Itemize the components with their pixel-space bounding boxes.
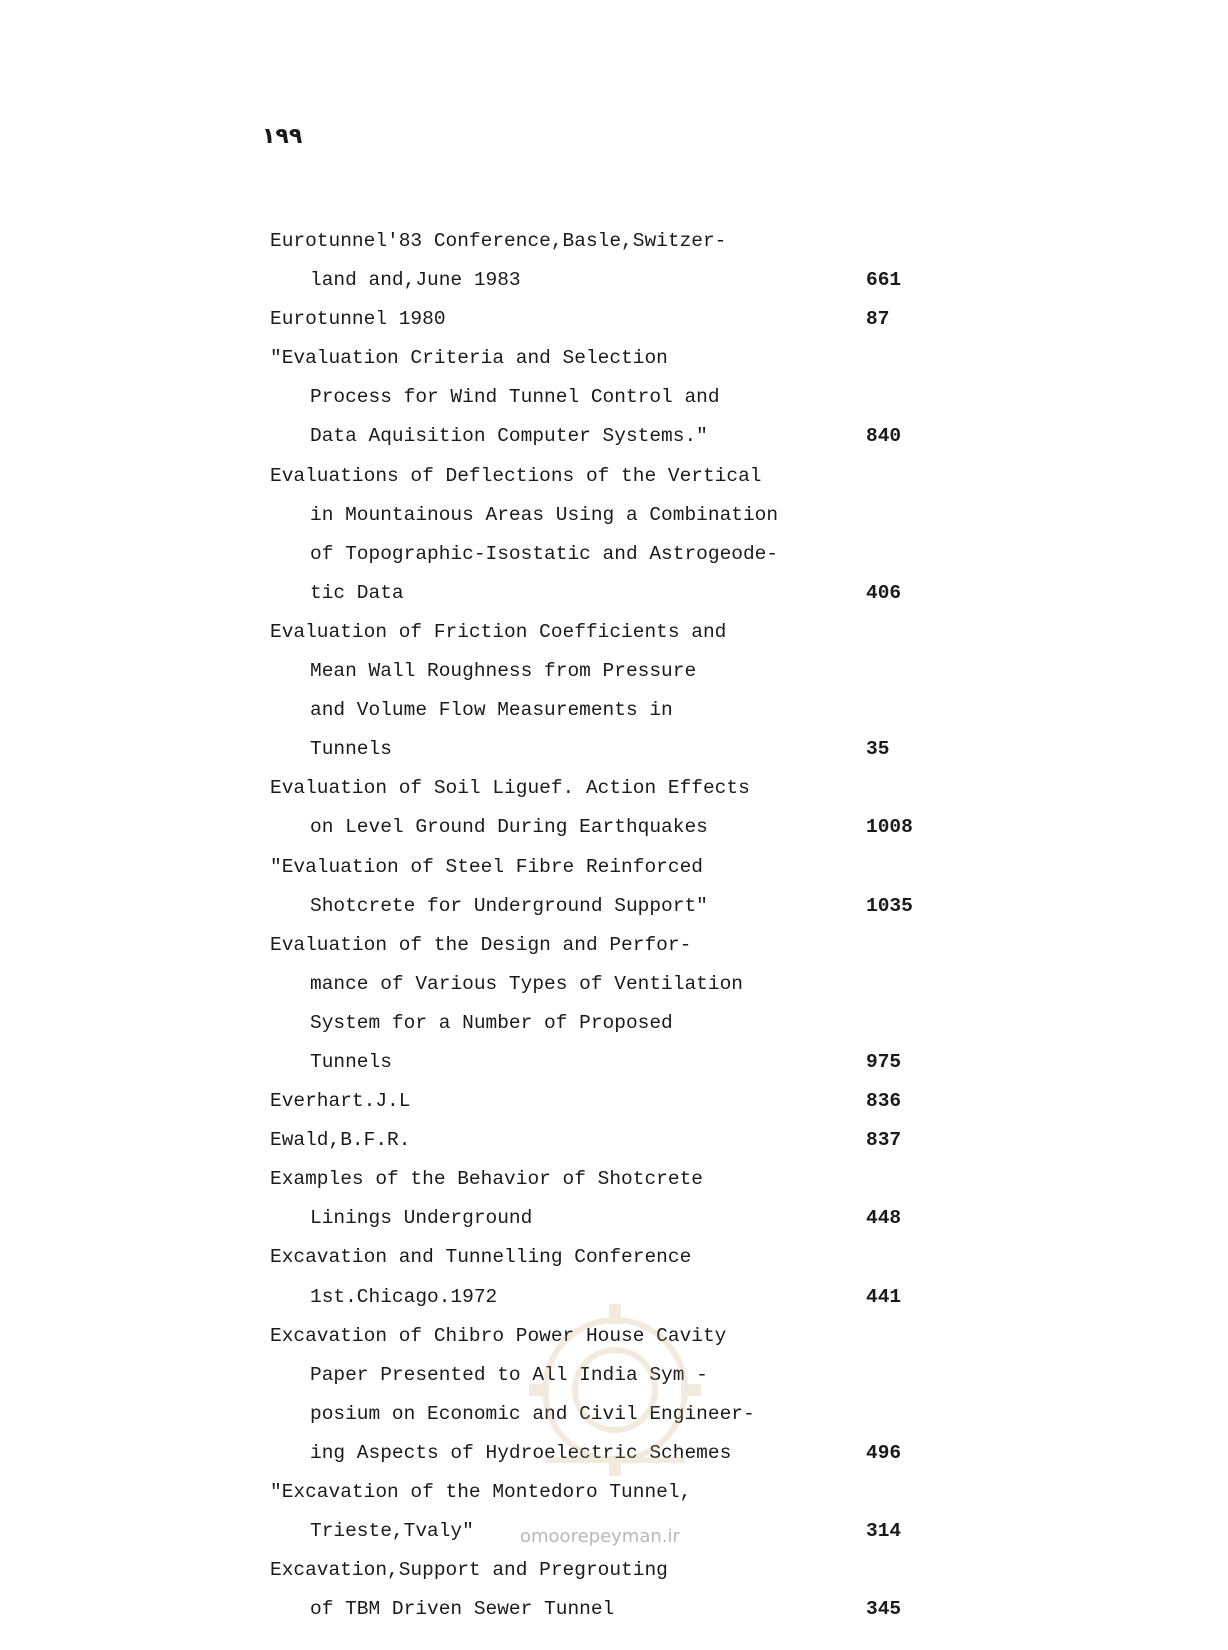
entry-continuation-line [270, 496, 930, 535]
entry-text: mance of Various Types of Ventilation [310, 972, 743, 995]
index-entry [270, 1317, 930, 1473]
entry-text: in Mountainous Areas Using a Combination [310, 503, 779, 526]
entry-page-ref: 837 [866, 1129, 902, 1152]
entry-text: tic Data [310, 581, 404, 604]
entry-text: of TBM Driven Sewer Tunnel [310, 1598, 615, 1621]
entry-text: Eurotunnel'83 Conference,Basle,Switzer- [270, 230, 727, 252]
entry-continuation-line [270, 574, 930, 613]
index-list [270, 222, 930, 1629]
entry-text: Evaluation of Soil Liguef. Action Effects [270, 777, 750, 800]
entry-title-line [270, 1238, 930, 1277]
index-entry [270, 1121, 930, 1160]
entry-text: Paper Presented to All India Sym - [310, 1363, 708, 1386]
entry-title-line [270, 300, 930, 339]
entry-continuation-line [270, 1199, 930, 1238]
index-entry [270, 1238, 930, 1316]
entry-page-ref: 441 [866, 1285, 902, 1308]
index-entry [270, 300, 930, 339]
entry-text: "Evaluation Criteria and Selection [270, 347, 668, 370]
entry-page-ref: 345 [866, 1598, 902, 1621]
entry-text: "Excavation of the Montedoro Tunnel, [270, 1481, 692, 1503]
entry-text: Eurotunnel 1980 [270, 308, 446, 331]
entry-continuation-line [270, 887, 930, 926]
entry-text: land and,June 1983 [310, 269, 521, 292]
entry-text: and Volume Flow Measurements in [310, 699, 673, 722]
entry-text: Ewald,B.F.R. [270, 1129, 411, 1152]
entry-page-ref: 87 [866, 308, 890, 331]
entry-page-ref: 1035 [866, 894, 913, 917]
entry-page-ref: 975 [866, 1050, 902, 1073]
entry-text: Excavation and Tunnelling Conference [270, 1246, 692, 1269]
index-entry [270, 926, 930, 1082]
entry-continuation-line [270, 1356, 930, 1395]
entry-text: ing Aspects of Hydroelectric Schemes [310, 1441, 732, 1464]
entry-text: 1st.Chicago.1972 [310, 1285, 498, 1308]
entry-page-ref: 496 [866, 1441, 902, 1464]
entry-text: System for a Number of Proposed [310, 1011, 673, 1034]
entry-continuation-line [270, 1590, 930, 1629]
index-entry [270, 1551, 930, 1629]
entry-continuation-line [270, 652, 930, 691]
page-number: ۱۹۹ [262, 124, 303, 149]
entry-text: Examples of the Behavior of Shotcrete [270, 1168, 703, 1191]
entry-text: on Level Ground During Earthquakes [310, 816, 708, 839]
entry-continuation-line [270, 691, 930, 730]
index-entry [270, 1082, 930, 1121]
entry-text: Tunnels [310, 1050, 392, 1073]
entry-text: posium on Economic and Civil Engineer- [310, 1402, 755, 1425]
entry-continuation-line [270, 535, 930, 574]
entry-text: Evaluation of Friction Coefficients and [270, 620, 727, 643]
entry-title-line [270, 1121, 930, 1160]
entry-text: Linings Underground [310, 1207, 533, 1230]
entry-title-line [270, 457, 930, 496]
entry-continuation-line [270, 417, 930, 456]
index-entry [270, 848, 930, 926]
entry-text: of Topographic-Isostatic and Astrogeode- [310, 542, 779, 565]
entry-page-ref: 661 [866, 269, 902, 292]
entry-page-ref: 314 [866, 1520, 902, 1543]
entry-title-line [270, 1160, 930, 1199]
watermark-text: omoorepeyman.ir [520, 1526, 680, 1547]
entry-title-line [270, 848, 930, 887]
index-entry [270, 457, 930, 613]
entry-text: Process for Wind Tunnel Control and [310, 386, 720, 409]
entry-title-line [270, 222, 930, 261]
entry-continuation-line [270, 1434, 930, 1473]
entry-page-ref: 406 [866, 581, 902, 604]
entry-text: Everhart.J.L [270, 1090, 411, 1113]
entry-page-ref: 840 [866, 425, 902, 448]
entry-continuation-line [270, 1043, 930, 1082]
entry-text: Tunnels [310, 738, 392, 761]
index-entry [270, 1160, 930, 1238]
entry-text: Data Aquisition Computer Systems." [310, 425, 708, 448]
entry-title-line [270, 613, 930, 652]
entry-continuation-line [270, 730, 930, 769]
entry-continuation-line [270, 808, 930, 847]
entry-text: "Evaluation of Steel Fibre Reinforced [270, 855, 703, 878]
entry-page-ref: 448 [866, 1207, 902, 1230]
entry-continuation-line [270, 1278, 930, 1317]
entry-title-line [270, 339, 930, 378]
entry-page-ref: 1008 [866, 816, 913, 839]
entry-title-line [270, 769, 930, 808]
entry-text: Evaluation of the Design and Perfor- [270, 933, 692, 956]
entry-title-line [270, 926, 930, 965]
entry-title-line [270, 1473, 930, 1512]
entry-page-ref: 35 [866, 738, 890, 761]
entry-title-line [270, 1082, 930, 1121]
entry-title-line [270, 1317, 930, 1356]
entry-text: Trieste,Tvaly" [310, 1520, 474, 1543]
entry-text: Evaluations of Deflections of the Vertical [270, 464, 762, 487]
index-entry [270, 339, 930, 456]
entry-continuation-line [270, 1004, 930, 1043]
entry-continuation-line [270, 1395, 930, 1434]
entry-continuation-line [270, 965, 930, 1004]
entry-page-ref: 836 [866, 1090, 902, 1113]
index-entry [270, 222, 930, 300]
entry-text: Shotcrete for Underground Support" [310, 894, 708, 917]
entry-continuation-line [270, 378, 930, 417]
entry-title-line [270, 1551, 930, 1590]
entry-text: Excavation,Support and Pregrouting [270, 1559, 668, 1582]
index-entry [270, 613, 930, 769]
entry-continuation-line [270, 261, 930, 300]
index-entry [270, 769, 930, 847]
entry-text: Mean Wall Roughness from Pressure [310, 660, 697, 683]
entry-text: Excavation of Chibro Power House Cavity [270, 1324, 727, 1347]
